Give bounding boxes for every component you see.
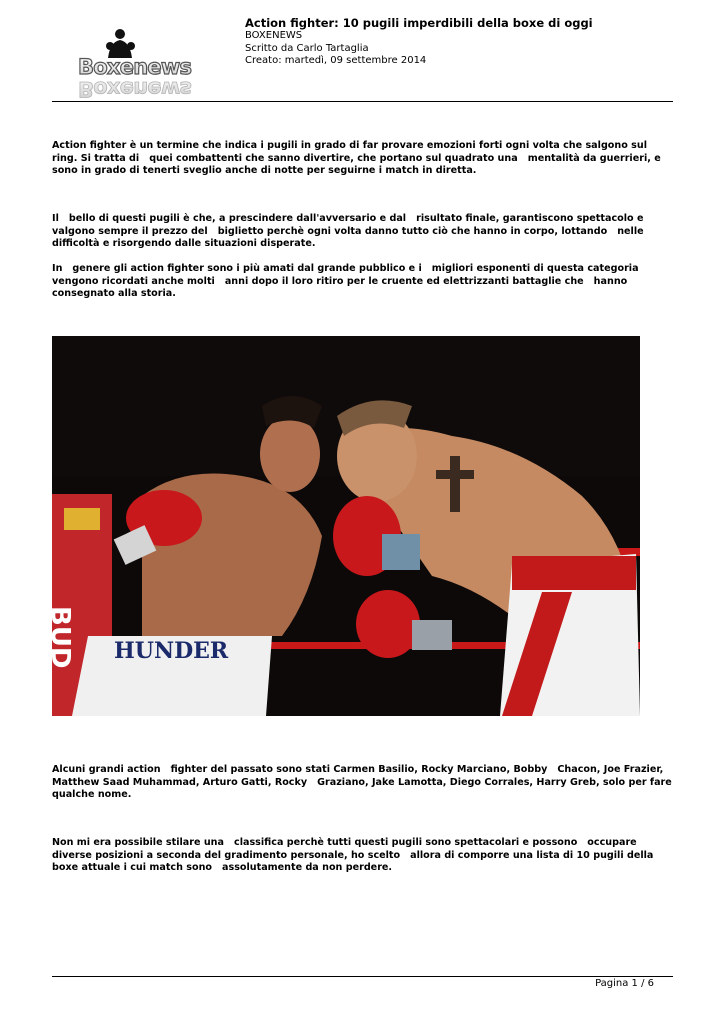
author-line: Scritto da Carlo Tartaglia xyxy=(245,42,369,54)
boxing-photo-illustration xyxy=(45,336,640,716)
svg-text:Boxenews: Boxenews xyxy=(78,77,192,101)
paragraph-5: Non mi era possibile stilare una classifica perchè tutti questi pugili sono spettacolari e possono occupare diverse posizioni a seconda del gradimento personale, ho scelto allora di comporre una lista di 10 pugili della boxe attuale i cui match sono assolutamente da non perdere. xyxy=(52,837,657,873)
paragraph-2: Il bello di questi pugili è che, a prescindere dall'avversario e dal risultato finale, garantiscono spettacolo e valgono sempre il prezzo del biglietto perchè ogni volta danno tutto ciò che hanno in corpo, lottando nelle difficoltà e risorgendo dalle situazioni disperate. xyxy=(52,213,647,249)
source-name: BOXENEWS xyxy=(245,30,303,41)
paragraph-4: Alcuni grandi action fighter del passato sono stati Carmen Basilio, Rocky Marciano, Bobby Chacon, Joe Frazier, Matthew Saad Muhammad, Arturo Gatti, Rocky Graziano, Jake Lamotta, Diego Corrales, Harry Greb, solo per fare qualche nome. xyxy=(52,764,682,800)
footer-divider xyxy=(52,976,673,977)
boxing-photo xyxy=(45,336,640,716)
trunks-text: HUNDER xyxy=(114,638,229,664)
header-divider xyxy=(52,101,673,102)
article-title: Action fighter: 10 pugili imperdibili della boxe di oggi xyxy=(245,16,593,30)
document-header xyxy=(52,14,673,104)
paragraph-1: Action fighter è un termine che indica i pugili in grado di far provare emozioni forti ogni volta che salgono sul ring. Si tratta di quei combattenti che sanno divertire, che portano sul quadrato una mentalità da guerrieri, e sono in grado di tenerti sveglio anche di notte per seguirne i match in diretta. xyxy=(52,140,665,176)
header-text xyxy=(245,16,593,68)
boxenews-logo xyxy=(78,24,194,110)
paragraph-3: In genere gli action fighter sono i più amati dal grande pubblico e i migliori esponenti di questa categoria vengono ricordati anche molti anni dopo il loro ritiro per le cruente ed elettrizzanti battaglie che hanno consegnato alla storia. xyxy=(52,263,642,299)
page-number: Pagina 1 / 6 xyxy=(595,978,654,989)
created-date: Creato: martedì, 09 settembre 2014 xyxy=(245,55,427,66)
banner-text: BUD xyxy=(45,606,75,669)
svg-text:Boxenews: Boxenews xyxy=(78,55,192,79)
